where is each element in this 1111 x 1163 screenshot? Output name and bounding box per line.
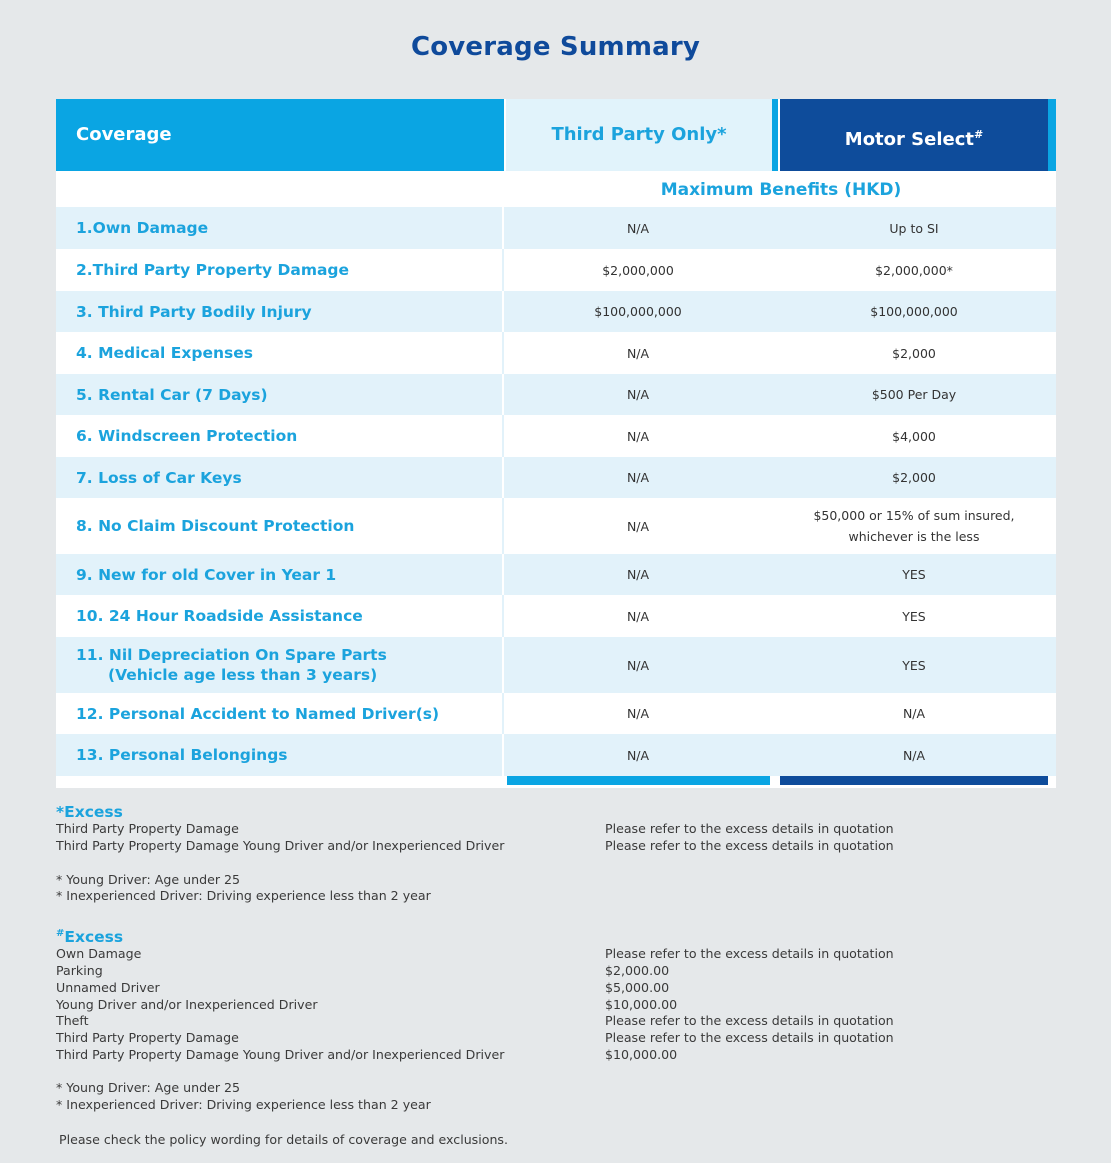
- third-party-value: N/A: [626, 345, 650, 361]
- coverage-table: [56, 99, 1056, 788]
- header-accent-bar-right: [1048, 99, 1056, 171]
- excess-title: [56, 925, 1056, 946]
- excess-title-mark: #: [56, 928, 65, 939]
- table-header: [56, 99, 1056, 171]
- table-row: [56, 457, 1056, 498]
- motor-select-value: YES: [902, 608, 926, 624]
- excess-value: Please refer to the excess details in quotation: [605, 837, 894, 853]
- page-title: Coverage Summary: [410, 32, 701, 62]
- table-row: [56, 291, 1056, 332]
- excess-item: [56, 1013, 1056, 1030]
- footnote: * Inexperienced Driver: Driving experience less than 2 year: [56, 1096, 431, 1112]
- excess-item: [56, 963, 1056, 980]
- motor-select-value: N/A: [902, 747, 926, 763]
- motor-select-value-line1: $50,000 or 15% of sum insured,: [813, 508, 1015, 523]
- coverage-name-line2: (Vehicle age less than 3 years): [108, 666, 378, 684]
- table-footer-bars: [56, 776, 1056, 788]
- coverage-name: 5. Rental Car (7 Days): [56, 374, 504, 415]
- table-row: [56, 693, 1056, 734]
- footnote: * Inexperienced Driver: Driving experience less than 2 year: [56, 888, 431, 904]
- third-party-value: N/A: [626, 608, 650, 624]
- coverage-name: 10. 24 Hour Roadside Assistance: [56, 595, 504, 637]
- excess-label: Own Damage: [56, 946, 142, 962]
- table-row: [56, 595, 1056, 637]
- coverage-name: 13. Personal Belongings: [56, 734, 504, 776]
- excess-value: Please refer to the excess details in quotation: [605, 1013, 894, 1029]
- excess-value: $5,000.00: [605, 979, 670, 995]
- third-party-value: N/A: [626, 428, 650, 444]
- motor-select-value: $2,000,000*: [875, 262, 953, 278]
- coverage-name: 4. Medical Expenses: [56, 332, 504, 374]
- third-party-value: N/A: [626, 518, 650, 534]
- coverage-name: 12. Personal Accident to Named Driver(s): [56, 693, 504, 734]
- third-party-value: N/A: [626, 567, 650, 582]
- coverage-name: 6. Windscreen Protection: [56, 415, 504, 457]
- motor-select-value: [772, 505, 1056, 547]
- coverage-name: 2.Third Party Property Damage: [56, 249, 504, 291]
- coverage-name: 1.Own Damage: [56, 207, 504, 249]
- third-party-value: N/A: [626, 657, 650, 673]
- motor-select-value: $500 Per Day: [871, 387, 957, 402]
- excess-title-text: Excess: [64, 928, 124, 947]
- policy-wording-note: Please check the policy wording for details of coverage and exclusions.: [59, 1132, 508, 1147]
- third-party-value: $2,000,000: [602, 262, 674, 278]
- excess-label: Third Party Property Damage Young Driver and/or Inexperienced Driver: [56, 1046, 505, 1062]
- table-row: [56, 554, 1056, 595]
- excess-value: $10,000.00: [605, 1046, 678, 1062]
- excess-label: Theft: [56, 1013, 89, 1029]
- maximum-benefits-caption: Maximum Benefits (HKD): [660, 180, 902, 200]
- motor-select-footer-bar: [780, 776, 1048, 785]
- excess-item: [56, 980, 1056, 997]
- excess-label: Young Driver and/or Inexperienced Driver: [56, 996, 318, 1012]
- excess-label: Third Party Property Damage: [56, 1030, 239, 1046]
- excess-section-motor-select: [56, 925, 1056, 1113]
- table-row: [56, 332, 1056, 374]
- third-party-value: N/A: [626, 706, 650, 721]
- excess-item: [56, 946, 1056, 963]
- table-row: [56, 415, 1056, 457]
- excess-value: Please refer to the excess details in quotation: [605, 1030, 894, 1046]
- footnote: * Young Driver: Age under 25: [56, 1079, 241, 1095]
- excess-item: [56, 1030, 1056, 1047]
- footnote: * Young Driver: Age under 25: [56, 871, 241, 887]
- coverage-name: 3. Third Party Bodily Injury: [56, 291, 504, 332]
- header-third-party-only: Third Party Only*: [506, 99, 772, 171]
- third-party-value: $100,000,000: [594, 304, 682, 319]
- table-row: [56, 249, 1056, 291]
- third-party-value: N/A: [626, 387, 650, 402]
- motor-select-value: $2,000: [892, 470, 936, 485]
- coverage-name: 8. No Claim Discount Protection: [56, 498, 504, 554]
- excess-value: Please refer to the excess details in quotation: [605, 946, 894, 962]
- table-row: [56, 734, 1056, 776]
- excess-item: [56, 838, 1056, 855]
- excess-label: Parking: [56, 962, 103, 978]
- header-motor-select-label: Motor Select: [844, 129, 974, 150]
- excess-value: Please refer to the excess details in quotation: [605, 821, 894, 836]
- motor-select-value: $4,000: [892, 428, 936, 444]
- header-motor-select: [780, 99, 1048, 171]
- third-party-value: N/A: [626, 220, 650, 236]
- table-row: [56, 207, 1056, 249]
- excess-label: Unnamed Driver: [56, 979, 160, 995]
- motor-select-value: $100,000,000: [870, 304, 958, 319]
- header-accent-bar: [772, 99, 778, 171]
- motor-select-value-line2: whichever is the less: [848, 529, 980, 544]
- third-party-footer-bar: [507, 776, 770, 785]
- excess-section-third-party: [56, 803, 1056, 905]
- table-row: [56, 498, 1056, 554]
- excess-item: [56, 821, 1056, 838]
- header-coverage: Coverage: [56, 99, 504, 171]
- third-party-value: N/A: [626, 470, 650, 485]
- motor-select-value: $2,000: [892, 345, 936, 361]
- motor-select-value: Up to SI: [889, 220, 939, 236]
- coverage-name: [56, 637, 504, 693]
- excess-value: $10,000.00: [605, 996, 678, 1012]
- excess-item: [56, 1047, 1056, 1064]
- motor-select-value: YES: [902, 567, 926, 582]
- excess-item: [56, 997, 1056, 1014]
- coverage-name: 7. Loss of Car Keys: [56, 457, 504, 498]
- header-motor-select-mark: #: [974, 128, 984, 141]
- table-row: [56, 637, 1056, 693]
- coverage-name: 9. New for old Cover in Year 1: [56, 554, 504, 595]
- excess-label: Third Party Property Damage: [56, 821, 239, 836]
- motor-select-value: YES: [902, 657, 926, 673]
- excess-title: *Excess: [56, 803, 123, 821]
- third-party-value: N/A: [626, 747, 650, 763]
- table-row: [56, 374, 1056, 415]
- motor-select-value: N/A: [902, 706, 926, 721]
- coverage-name-line1: 11. Nil Depreciation On Spare Parts: [76, 646, 387, 664]
- excess-value: $2,000.00: [605, 962, 670, 978]
- excess-label: Third Party Property Damage Young Driver and/or Inexperienced Driver: [56, 837, 505, 853]
